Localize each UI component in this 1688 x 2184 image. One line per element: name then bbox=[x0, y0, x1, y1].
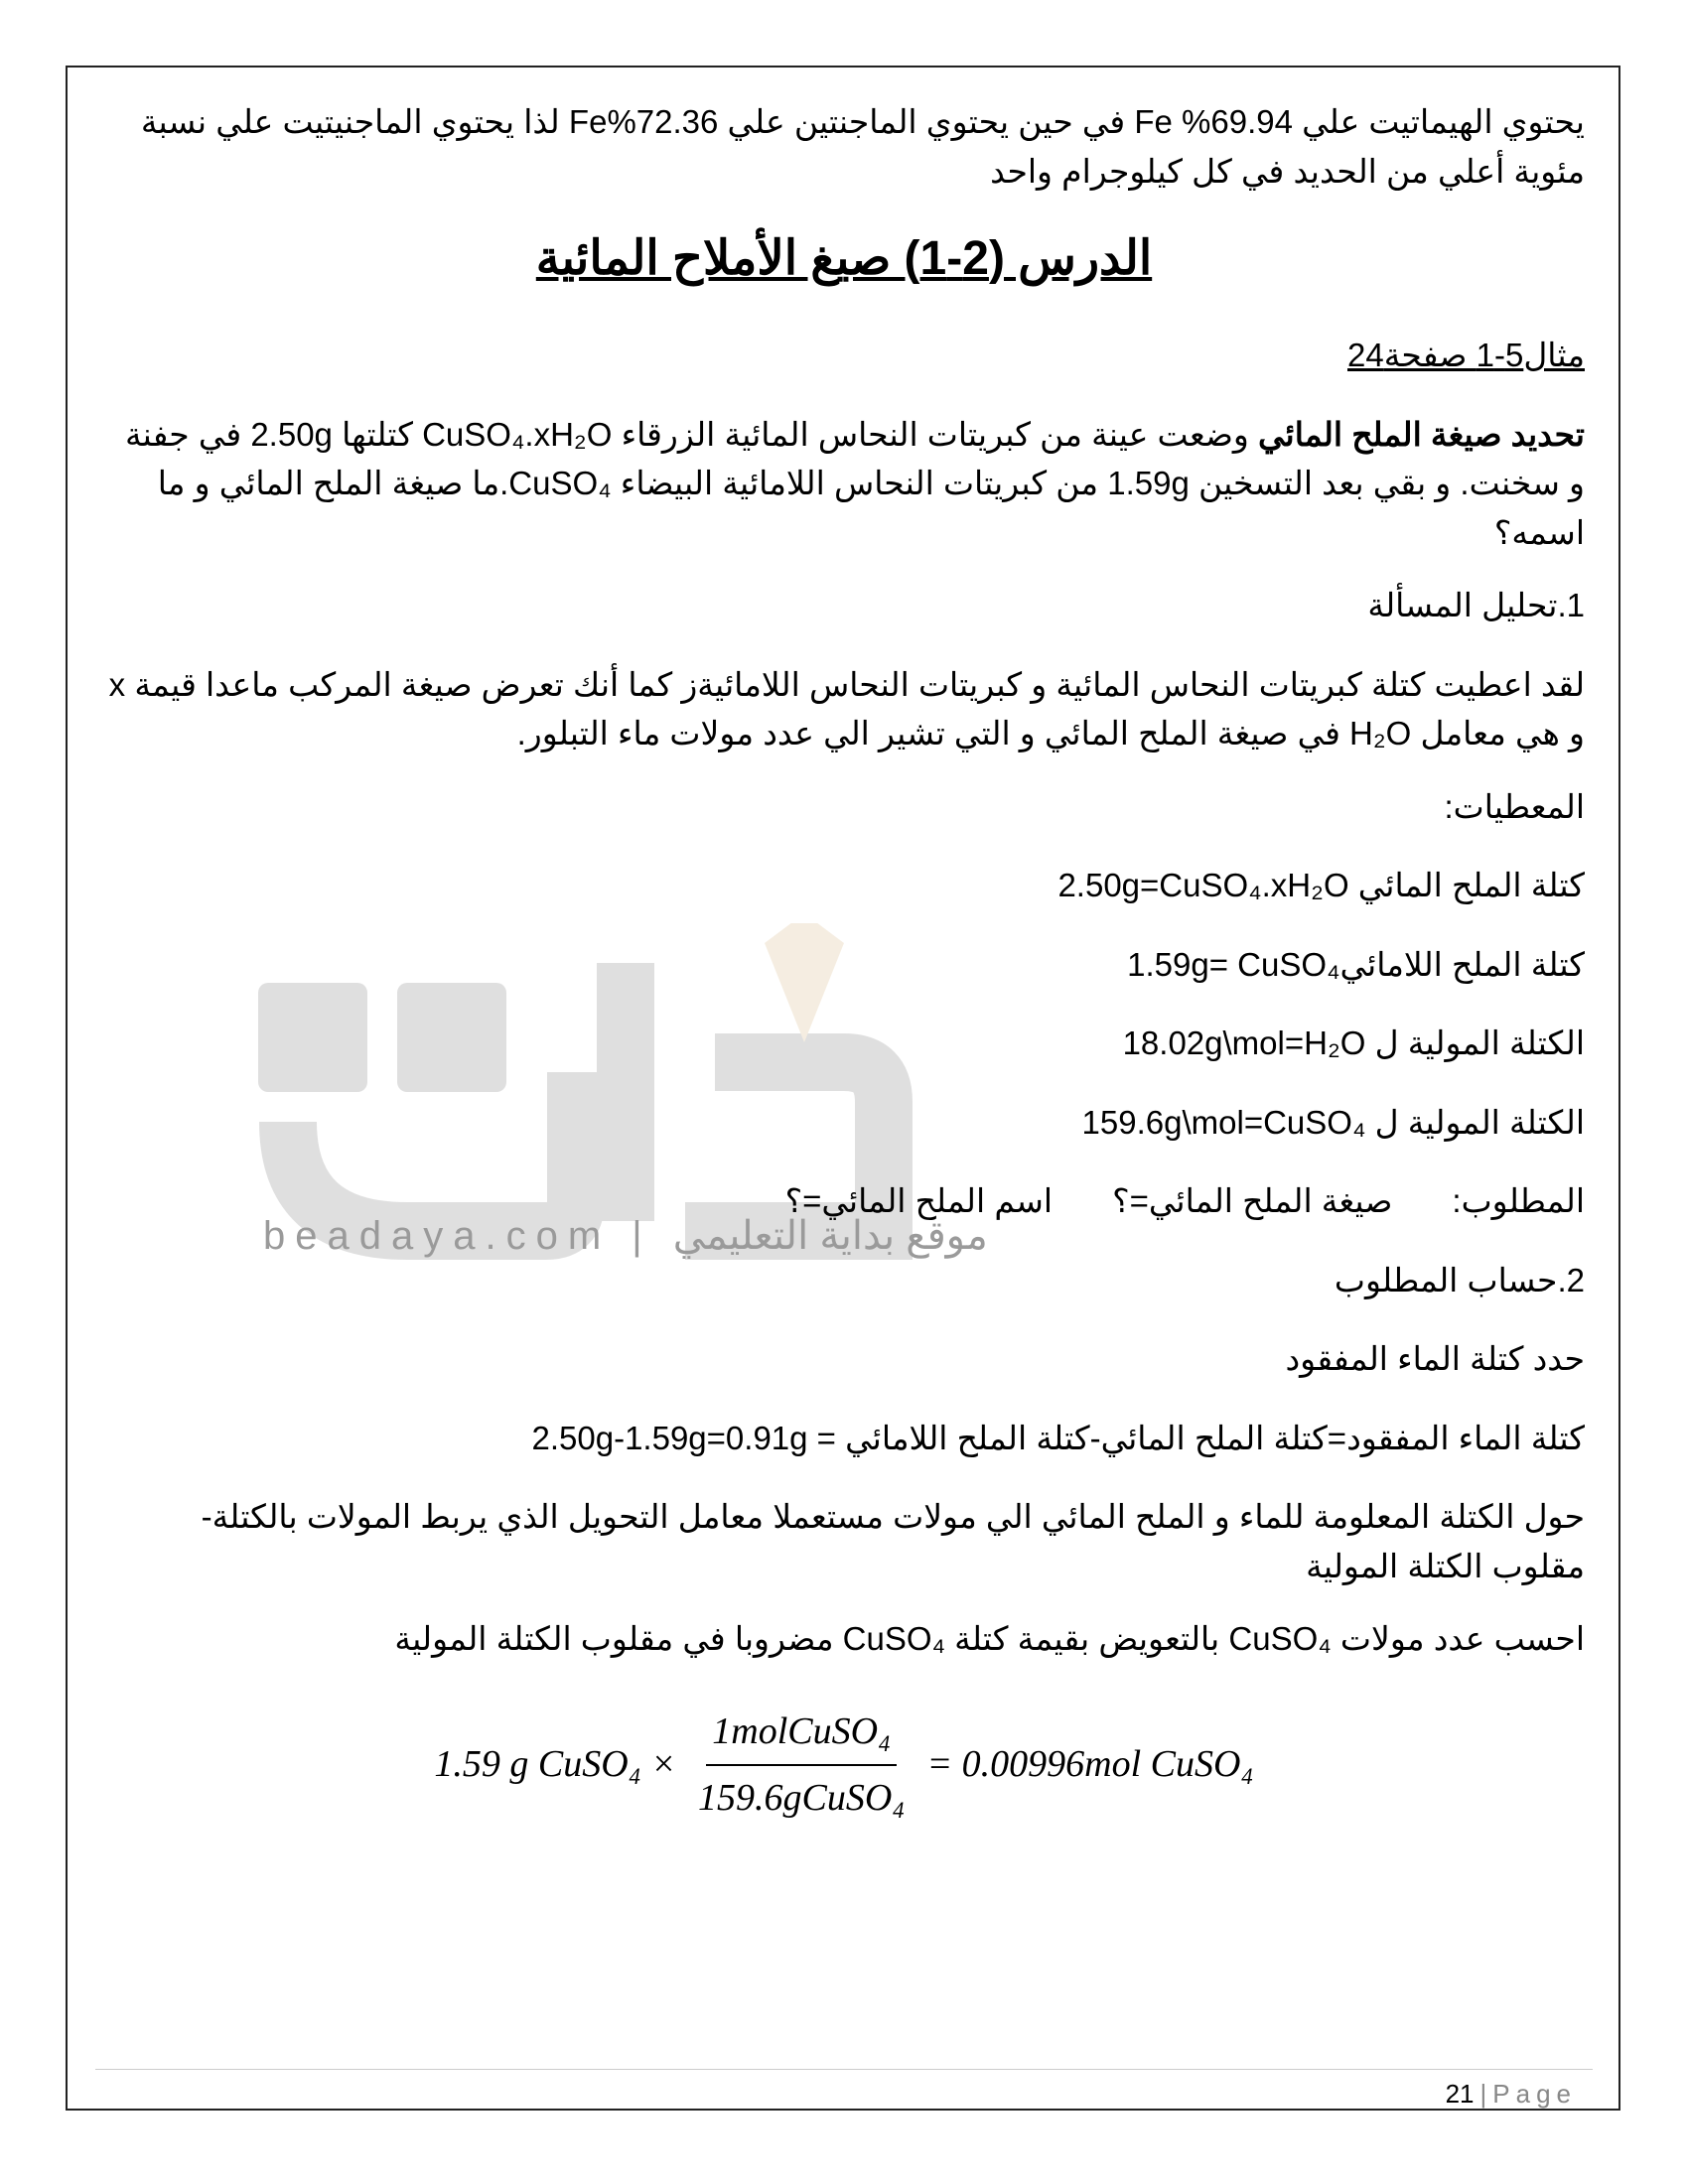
moles-paragraph: احسب عدد مولات CuSO₄ بالتعويض بقيمة كتلة CuSO₄ مضروبا في مقلوب الكتلة المولية bbox=[394, 1620, 1585, 1657]
problem-statement bbox=[103, 410, 1585, 558]
fraction-denominator: 159.6gCuSO₄ bbox=[698, 1776, 906, 1819]
equation-fraction bbox=[692, 1704, 912, 1827]
water-mass-line: كتلة الماء المفقود=كتلة الملح المائي-كتلة الملح اللامائي = 2.50g-1.59g=0.91g bbox=[531, 1419, 1585, 1456]
required-formula: صيغة الملح المائي=؟ bbox=[1112, 1182, 1393, 1219]
intro-paragraph: يحتوي الهيماتيت علي 69.94% Fe في حين يحتوي الماجنتين علي 72.36%Fe لذا يحتوي الماجنيتيت علي نسبة مئوية أعلي من الحديد في كل كيلوجرام واحد bbox=[140, 103, 1585, 190]
example-label: مثال5-1 صفحة24 bbox=[1347, 337, 1585, 373]
problem-text: وضعت عينة من كبريتات النحاس المائية الزرقاء CuSO₄.xH₂O كتلتها 2.50g في جفنة و سخنت. و بقي بعد التسخين 1.59g من كبريتات النحاس اللامائية البيضاء CuSO₄.ما صيغة الملح المائي و ما اسمه؟ bbox=[124, 415, 1585, 551]
step2-subheading: حدد كتلة الماء المفقود bbox=[1285, 1340, 1585, 1377]
moles-equation bbox=[103, 1704, 1585, 1827]
given-item: كتلة الملح المائي 2.50g=CuSO₄.xH₂O bbox=[1057, 867, 1585, 903]
required-label: المطلوب: bbox=[1452, 1182, 1585, 1219]
footer-separator: | bbox=[1479, 2079, 1487, 2109]
page-word: Page bbox=[1492, 2079, 1577, 2109]
fraction-numerator: 1molCuSO₄ bbox=[706, 1704, 897, 1766]
equation-left: 1.59 g CuSO₄ × bbox=[434, 1743, 676, 1785]
givens-heading: المعطيات: bbox=[1444, 787, 1585, 825]
problem-lead: تحديد صيغة الملح المائي bbox=[1258, 415, 1585, 453]
watermark-site: beadaya.com | موقع بداية التعليمي bbox=[263, 1214, 988, 1258]
document-body bbox=[103, 97, 1585, 1827]
analysis-paragraph: لقد اعطيت كتلة كبريتات النحاس المائية و كبريتات النحاس اللامائيةز كما أنك تعرض صيغة المركب ماعدا قيمة x و هي معامل H₂O في صيغة الملح المائي و التي تشير الي عدد مولات ماء التبلور. bbox=[108, 665, 1585, 751]
step1-heading: 1.تحليل المسألة bbox=[1367, 587, 1585, 623]
page-footer bbox=[1446, 2079, 1577, 2110]
page-number: 21 bbox=[1445, 2079, 1475, 2109]
required-line bbox=[103, 1176, 1585, 1226]
given-item: الكتلة المولية ل 159.6g\mol=CuSO₄ bbox=[1081, 1103, 1585, 1141]
footer-divider bbox=[95, 2069, 1593, 2070]
step2-heading: 2.حساب المطلوب bbox=[1334, 1261, 1585, 1298]
equation-right: = 0.00996mol CuSO₄ bbox=[926, 1743, 1254, 1785]
convert-paragraph: حول الكتلة المعلومة للماء و الملح المائي الي مولات مستعملا معامل التحويل الذي يربط المولات بالكتلة- مقلوب الكتلة المولية bbox=[201, 1498, 1585, 1584]
given-item: الكتلة المولية ل 18.02g\mol=H₂O bbox=[1122, 1024, 1585, 1061]
given-item: كتلة الملح اللامائي1.59g= CuSO₄ bbox=[1127, 945, 1585, 983]
required-name: اسم الملح المائي=؟ bbox=[784, 1182, 1054, 1219]
lesson-title: الدرس (2-1) صيغ الأملاح المائية bbox=[535, 232, 1153, 285]
